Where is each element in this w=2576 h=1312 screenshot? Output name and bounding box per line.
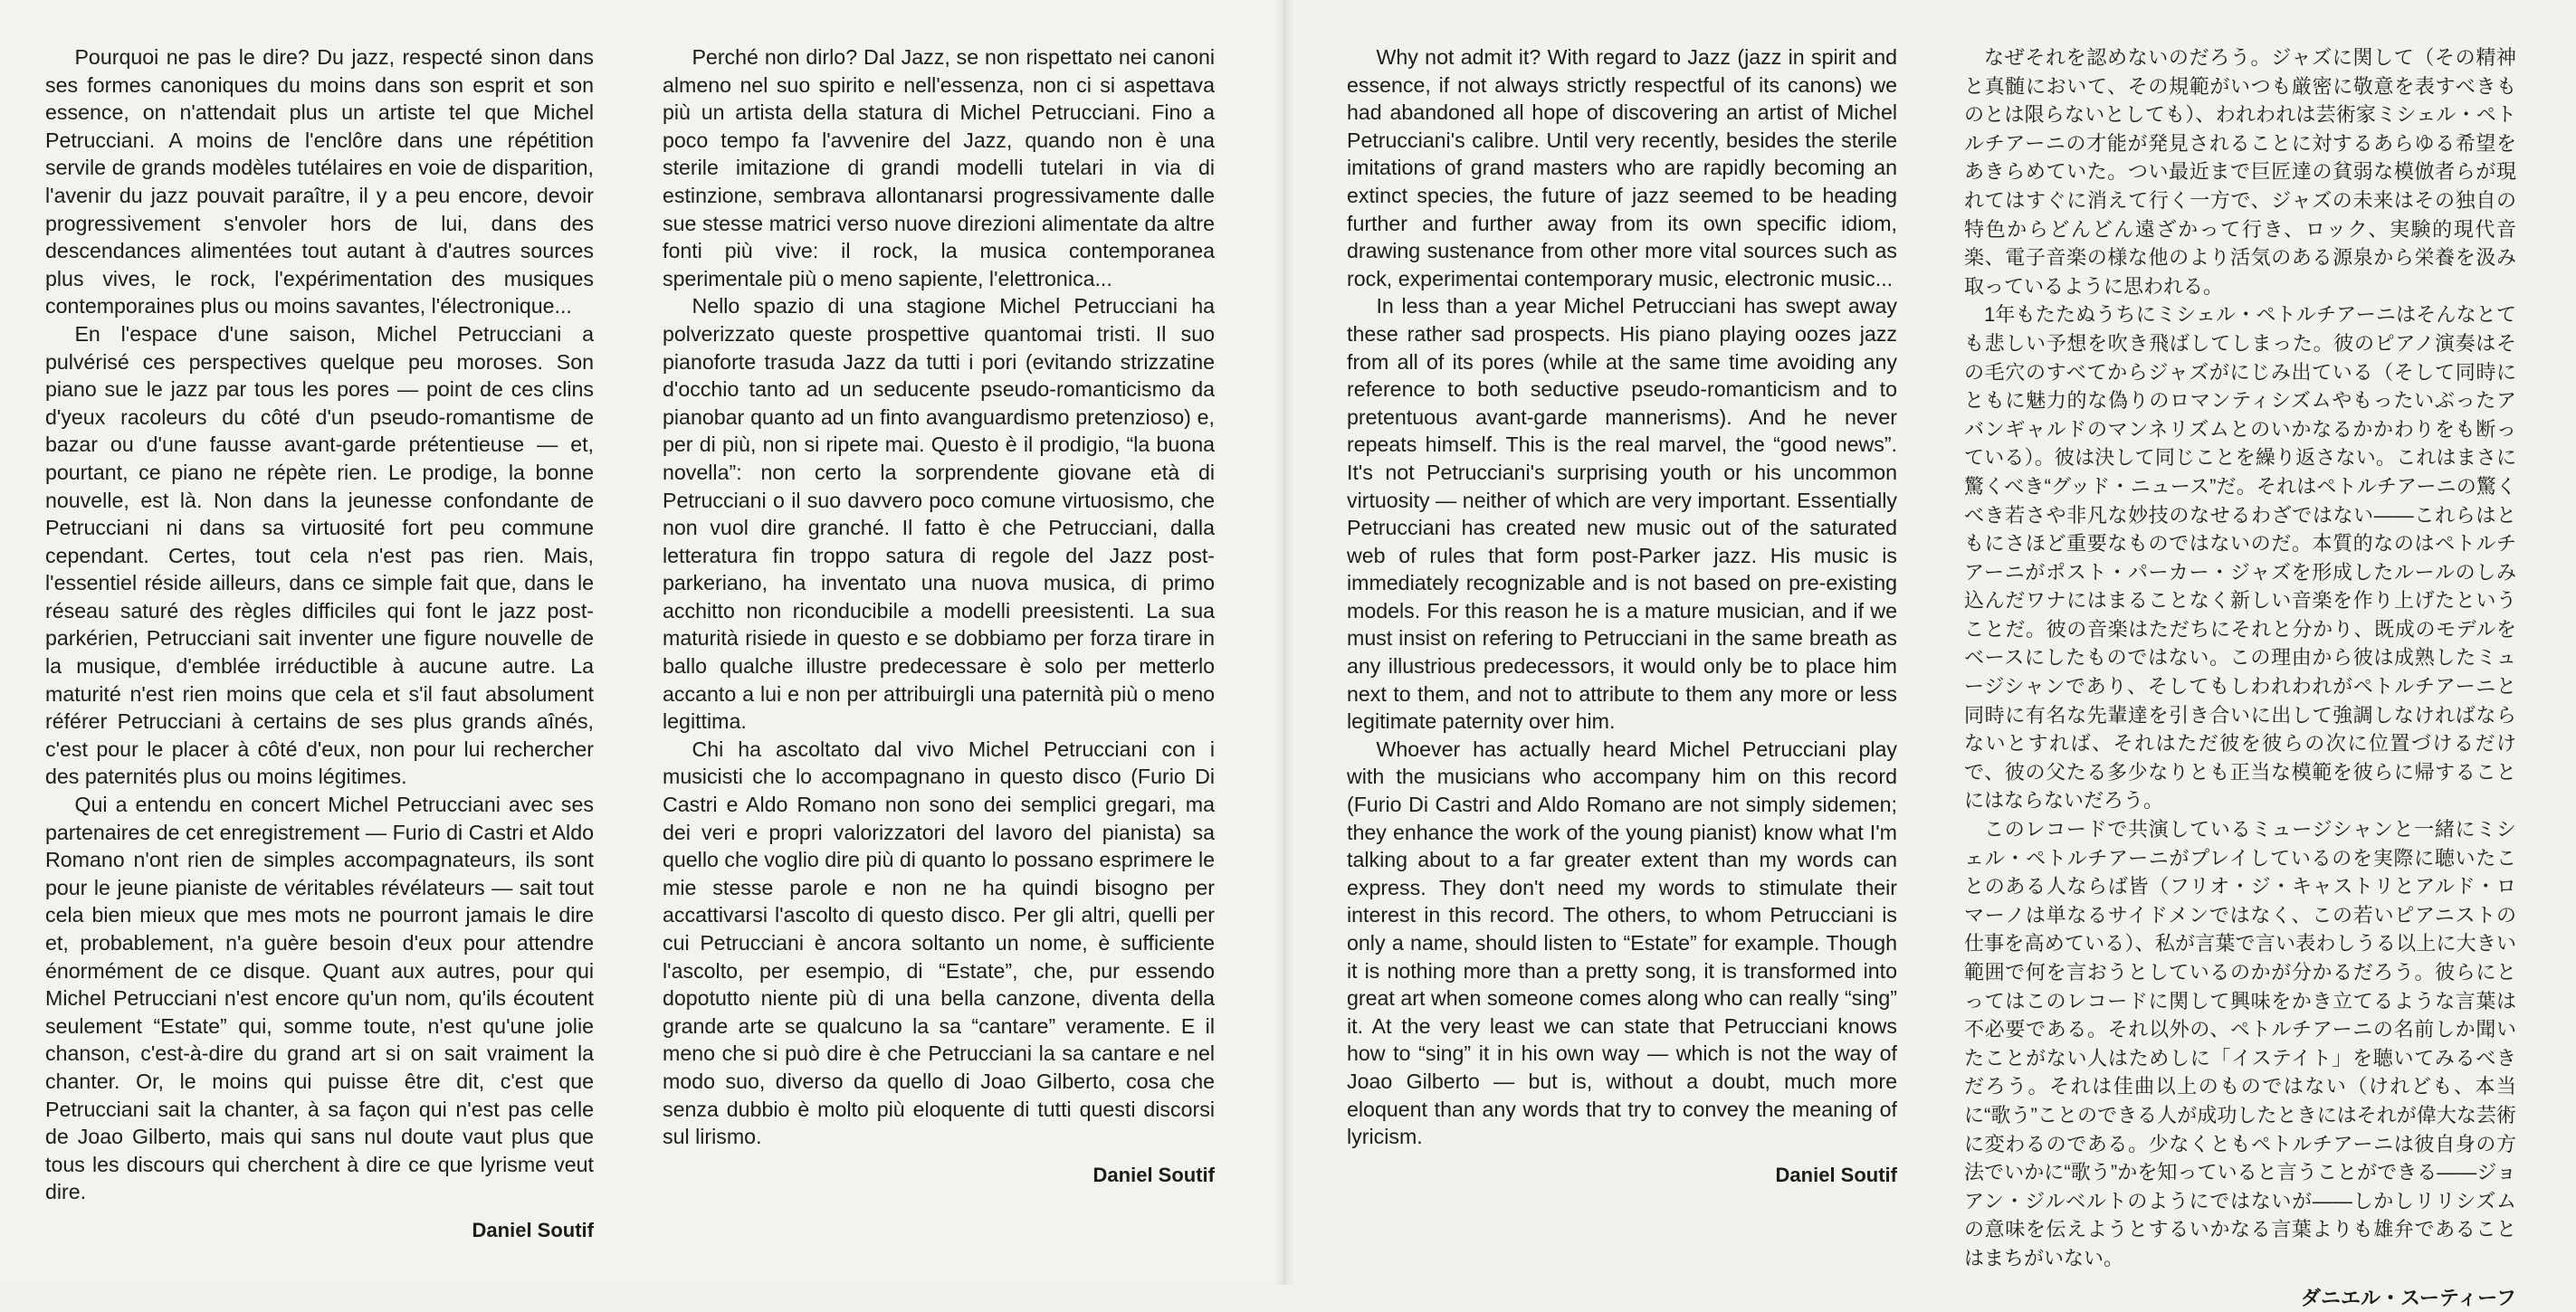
paragraph: Whoever has actually heard Michel Petrucciani play with the musicians who accompany him on this record (Furio Di Castri and Aldo Romano are not simply sidemen; they enhance the work of the young pianist) know what I'm talking about to a far greater extent than my words can express. They don't need my words to stimulate their interest in this record. The others, to whom Petrucciani is only a name, should listen to “Estate” for example. Though it is nothing more than a pretty song, it is transformed into great art when someone comes along who can really “sing” it. At the very least we can state that Petrucciani knows how to “sing” it in his own way — which is not the way of Joao Gilberto — but is, without a doubt, much more eloquent than any words that try to convey the meaning of lyricism. (1347, 737, 1897, 1149)
paragraph: Why not admit it? With regard to Jazz (jazz in spirit and essence, if not always strictly respectful of its canons) we had abandoned all hope of discovering an artist of Michel Petrucciani's calibre. Until very recently, besides the sterile imitations of grand masters who are rapidly becoming an extinct species, the future of jazz seemed to be heading further and further away from its own specific idiom, drawing sustenance from other more vital sources such as rock, experimentai contemporary music, electronic music... (1347, 45, 1897, 290)
author-signature: Daniel Soutif (472, 1218, 594, 1241)
paragraph: このレコードで共演しているミュージシャンと一緒にミシェル・ペトルチアーニがプレイしているのを実際に聴いたことのある人ならば皆（フリオ・ジ・キャストリとアルド・ロマーノは単なるサイドメンではなく、この若いピアニストの仕事を高めている）、私が言葉で言い表わしうる以上に大きい範囲で何を言おうとしているのかが分かるだろう。彼らにとってはこのレコードに関して興味をかき立てるような言葉は不必要である。それ以外の、ペトルチアーニの名前しか聞いたことがない人はためしに「イステイト」を聴いてみるべきだろう。それは佳曲以上のものではない（けれども、本当に“歌う”ことのできる人が成功したときにはそれが偉大な芸術に変わるのである。少なくともペトルチアーニは彼自身の方法でいかに“歌う”かを知っていると言うことができる――ジョアン・ジルベルトのようにではないが――しかしリリシズムの意味を伝えようとするいかなる言葉よりも雄弁であることはまちがいない。 (1964, 818, 2516, 1269)
column-french (45, 43, 594, 1245)
column-italian (663, 43, 1215, 1189)
paragraph: Perché non dirlo? Dal Jazz, se non rispettato nei canoni almeno nel suo spirito e nell'essenza, non ci si aspettava più un artista della statura di Michel Petrucciani. Fino a poco tempo fa l'avvenire del Jazz, quando non è una sterile imitazione di grandi modelli tutelari in via di estinzione, sembrava allontanarsi progressivamente dalle sue stesse matrici verso nuove direzioni alimentate da altre fonti più vive: il rock, la musica contemporanea sperimentale più o meno sapiente, l'elettronica... (663, 45, 1215, 290)
paragraph: 1年もたたぬうちにミシェル・ペトルチアーニはそんなとても悲しい予想を吹き飛ばしてしまった。彼のピアノ演奏はその毛穴のすべてからジャズがにじみ出ている（そして同時にともに魅力的な偽りのロマンティシズムやもったいぶったアバンギャルドのマンネリズムとのいかなるかかわりをも断っている）。彼は決して同じことを繰り返さない。これはまさに驚くべき“グッド・ニュース”だ。それはペトルチアーニの驚くべき若さや非凡な妙技のなせるわざではない――これらはともにさほど重要なものではないのだ。本質的なのはペトルチアーニがポスト・パーカー・ジャズを形成したルールのしみ込んだワナにはまることなく新しい音楽を作り上げたということだ。彼の音楽はただちにそれと分かり、既成のモデルをベースにしたものではない。この理由から彼は成熟したミュージシャンであり、そしてもしわれわれがペトルチアーニと同時に有名な先輩達を引き合いに出して強調しなければならないとすれば、それはただ彼を彼らの次に位置づけるだけで、彼の父たる多少なりとも正当な模範を彼らに帰することにはならないだろう。 (1964, 303, 2516, 813)
author-signature: Daniel Soutif (1775, 1163, 1897, 1186)
paragraph: Qui a entendu en concert Michel Petrucciani avec ses partenaires de cet enregistrement — Furio di Castri et Aldo Romano n'ont rien de simples accompagnateurs, ils sont pour le jeune pianiste de véritables révélateurs — sait tout cela bien mieux que mes mots ne pourront jamais le dire et, probablement, n'a guère besoin d'eux pour attendre énormément de ce disque. Quant aux autres, pour qui Michel Petrucciani n'est encore qu'un nom, qu'ils écoutent seulement “Estate” qui, somme toute, n'est qu'une jolie chanson, c'est-à-dire du grand art si on sait vraiment la chanter. Or, le moins qui puisse être dit, c'est que Petrucciani sait la chanter, à sa façon qui n'est pas celle de Joao Gilberto, mais qui sans nul doute vaut plus que tous les discours qui cherchent à dire ce que lyrisme veut dire. (45, 793, 594, 1204)
paragraph: En l'espace d'une saison, Michel Petrucciani a pulvérisé ces perspectives quelque peu moroses. Son piano sue le jazz par tous les pores — point de ces clins d'yeux racoleurs du côté d'un pseudo-romantisme de bazar ou d'une fausse avant-garde prétentieuse — et, pourtant, ce piano ne répète rien. Le prodige, la bonne nouvelle, est là. Non dans la jeunesse confondante de Petrucciani ni dans sa virtuosité fort peu commune cependant. Certes, tout cela n'est pas rien. Mais, l'essentiel réside ailleurs, dans ce simple fait que, dans le réseau saturé des règles difficiles qui font le jazz post-parkérien, Petrucciani sait inventer une figure nouvelle de la musique, d'emblée irréductible à aucune autre. La maturité n'est rien moins que cela et s'il faut absolument référer Petrucciani à certains de ses plus grands aînés, c'est pour le placer à côté d'eux, non pour lui rechercher des paternités plus ou moins légitimes. (45, 321, 594, 789)
author-signature: Daniel Soutif (1092, 1163, 1215, 1186)
column-japanese (1964, 43, 2516, 1312)
paragraph: In less than a year Michel Petrucciani has swept away these rather sad prospects. His piano playing oozes jazz from all of its pores (while at the same time avoiding any reference to both seductive pseudo-romanticism and to pretentuous avant-garde mannerisms). And he never repeats himself. This is the real marvel, the “good news”. It's not Petrucciani's surprising youth or his uncommon virtuosity — neither of which are very important. Essentially Petrucciani has created new music out of the saturated web of rules that form post-Parker jazz. His music is immediately recognizable and is not based on pre-existing models. For this reason he is a mature musician, and if we must insist on refering to Petrucciani in the same breath as any illustrious predecessors, it would only be to place him next to them, and not to attribute to them any more or less legitimate paternity over him. (1347, 294, 1897, 734)
paragraph: なぜそれを認めないのだろう。ジャズに関して（その精神と真髄において、その規範がいつも厳密に敬意を表すべきものとは限らないとしても）、われわれは芸術家ミシェル・ペトルチアーニの才能が発見されることに対するあらゆる希望をあきらめていた。つい最近まで巨匠達の貧弱な模倣者らが現れてはすぐに消えて行く一方で、ジャズの未来はその独自の特色からどんどん遠ざかって行き、ロック、実験的現代音楽、電子音楽の様な他のより活気のある源泉から栄養を汲み取っているように思われる。 (1964, 46, 2516, 298)
center-fold (1274, 0, 1294, 1285)
paragraph: Nello spazio di una stagione Michel Petrucciani ha polverizzato queste prospettive quantomai tristi. Il suo pianoforte trasuda Jazz da tutti i pori (evitando strizzatine d'occhio tanto ad un seducente pseudo-romanticismo da pianobar quanto ad un finto avanguardismo pretenzioso) e, per di più, non si ripete mai. Questo è il prodigio, “la buona novella”: non certo la sorprendente giovane età di Petrucciani o il suo davvero poco comune virtuosismo, che non vuol dire granché. Il fatto è che Petrucciani, dalla letteratura fin troppo satura di regole del Jazz post-parkeriano, ha inventato una nuova musica, di primo acchitto non riconducibile a modelli preesistenti. La sua maturità risiede in questo e se dobbiamo per forza tirare in ballo qualche illustre predecessare è solo per metterlo accanto a lui e non per attribuirgli una paternità più o meno legittima. (663, 294, 1215, 734)
author-signature: ダニエル・スーティーフ (2300, 1286, 2516, 1309)
left-page (0, 0, 1283, 1285)
paragraph: Chi ha ascoltato dal vivo Michel Petrucciani con i musicisti che lo accompagnano in questo disco (Furio Di Castri e Aldo Romano non sono dei semplici gregari, ma dei veri e propri valorizzatori del lavoro del pianista) sa quello che voglio dire più di quanto lo possano esprimere le mie stesse parole e non ne ha quindi bisogno per accattivarsi l'ascolto di questo disco. Per gli altri, quelli per cui Petrucciani è ancora soltanto un nome, è sufficiente l'ascolto, per esempio, di “Estate”, che, pur essendo dopotutto niente più di una bella canzone, diventa della grande arte se qualcuno la sa “cantare” veramente. E il meno che si può dire è che Petrucciani la sa cantare e nel modo suo, diverso da quello di Joao Gilberto, cosa che senza dubbio è molto più eloquente di tutti questi discorsi sul lirismo. (663, 737, 1215, 1149)
right-page (1283, 0, 2576, 1309)
column-english (1347, 43, 1897, 1189)
paragraph: Pourquoi ne pas le dire? Du jazz, respecté sinon dans ses formes canoniques du moins dans son esprit et son essence, on n'attendait plus un artiste tel que Michel Petrucciani. A moins de l'enclôre dans une répétition servile de grands modèles tutélaires en voie de disparition, l'avenir du jazz pouvait paraître, il y a peu encore, devoir progressivement s'envoler hors de lui, dans des descendances alimentées tout autant à d'autres sources plus vives, le rock, l'expérimentation des musiques contemporaines plus ou moins savantes, l'électronique... (45, 45, 594, 318)
